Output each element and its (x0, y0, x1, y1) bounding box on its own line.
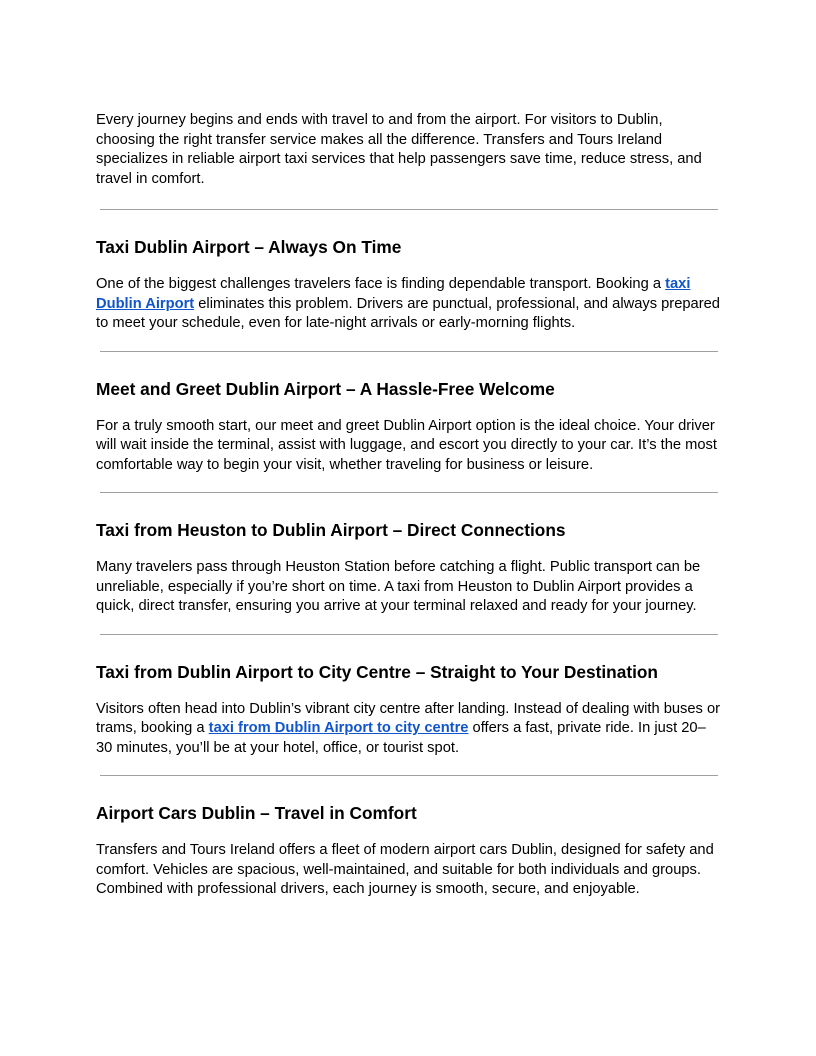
section-heading: Airport Cars Dublin – Travel in Comfort (96, 803, 417, 823)
section-heading: Taxi Dublin Airport – Always On Time (96, 237, 402, 257)
paragraph-text: offers a fast, private ride. In just 20–30 minutes, you’ll be at your hotel, office, or tourist spot. (96, 720, 706, 756)
section-meet-and-greet (96, 378, 722, 476)
section-divider (100, 775, 718, 776)
section-paragraph (96, 275, 722, 334)
section-divider (100, 492, 718, 493)
intro-paragraph: Every journey begins and ends with travel to and from the airport. For visitors to Dublin, choosing the right transfer service makes all the difference. Transfers and Tours Ireland specializes in reliable airport taxi services that help passengers save time, reduce stress, and travel in comfort. (96, 112, 702, 187)
section-taxi-dublin-airport (96, 236, 722, 334)
section-divider (100, 351, 718, 352)
section-paragraph: Transfers and Tours Ireland offers a fleet of modern airport cars Dublin, designed for safety and comfort. Vehicles are spacious, well-maintained, and suitable for both individuals and groups. Combined with professional drivers, each journey is smooth, secure, and enjoyable. (96, 842, 714, 897)
section-paragraph (96, 700, 722, 759)
section-divider (100, 209, 718, 210)
section-airport-to-city-centre (96, 661, 722, 759)
document-page (96, 111, 722, 900)
section-paragraph: For a truly smooth start, our meet and greet Dublin Airport option is the ideal choice. Your driver will wait inside the terminal, assist with luggage, and escort you directly to your car. It’s the most comfortable way to begin your visit, whether traveling for business or leisure. (96, 417, 717, 473)
section-paragraph: Many travelers pass through Heuston Station before catching a flight. Public transport can be unreliable, especially if you’re short on time. A taxi from Heuston to Dublin Airport provides a quick, direct transfer, ensuring you arrive at your terminal relaxed and ready for your journey. (96, 559, 701, 614)
section-heading: Meet and Greet Dublin Airport – A Hassle-Free Welcome (96, 378, 555, 399)
paragraph-text: Visitors often head into Dublin’s vibrant city centre after landing. Instead of dealing with buses or trams, booking a (96, 700, 721, 736)
paragraph-text: One of the biggest challenges travelers face is finding dependable transport. Booking a (96, 276, 666, 292)
taxi-airport-city-centre-link[interactable]: taxi from Dublin Airport to city centre (208, 720, 469, 736)
taxi-dublin-airport-link[interactable]: taxi Dublin Airport (96, 276, 691, 312)
paragraph-text: eliminates this problem. Drivers are punctual, professional, and always prepared to meet your schedule, even for late-night arrivals or early-morning flights. (96, 295, 720, 331)
section-heading: Taxi from Dublin Airport to City Centre – Straight to Your Destination (96, 661, 658, 682)
section-airport-cars (96, 802, 722, 900)
section-heuston-to-airport (96, 519, 722, 617)
section-heading: Taxi from Heuston to Dublin Airport – Direct Connections (96, 520, 566, 540)
section-divider (100, 634, 718, 635)
